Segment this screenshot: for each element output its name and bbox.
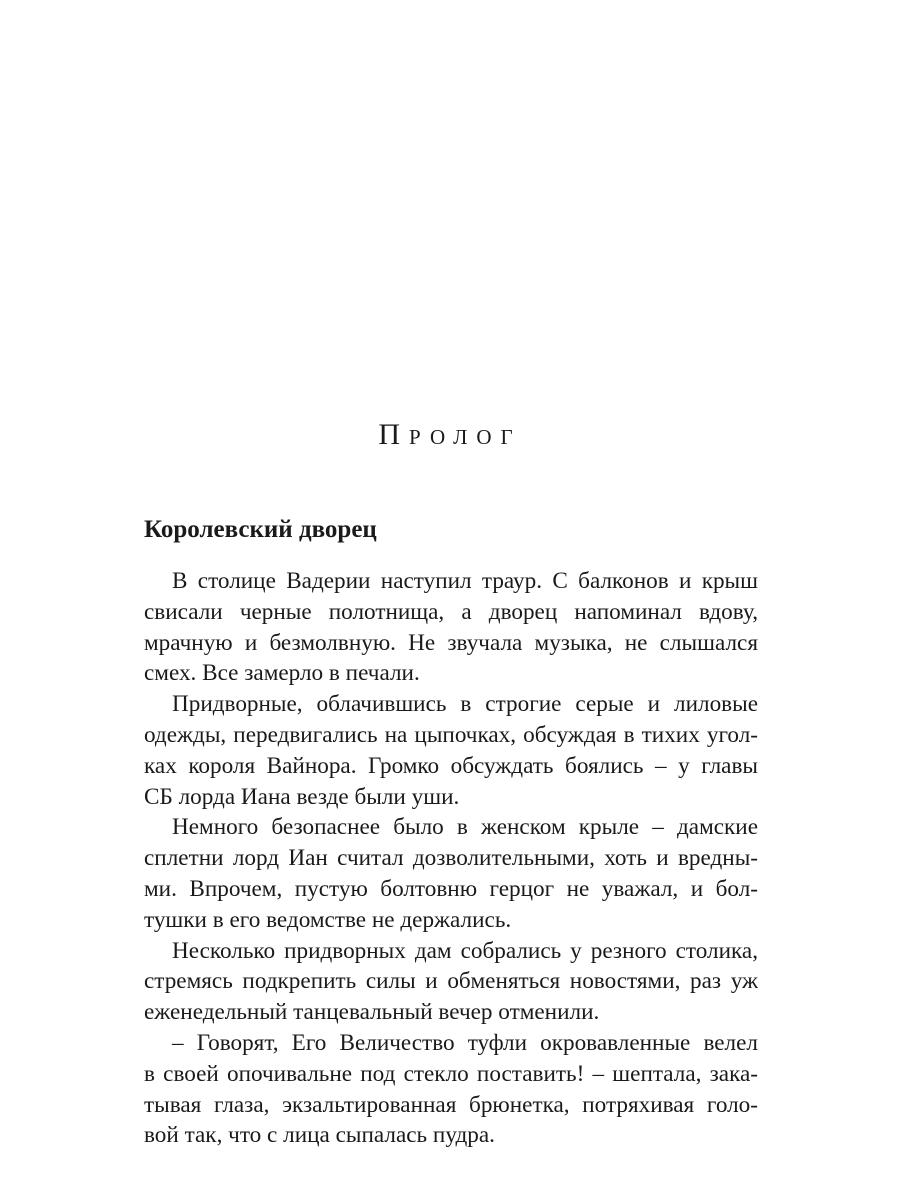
text-line: еженедельный танцевальный вечер отменили. xyxy=(144,999,600,1026)
text-line: в своей опочивальне под стекло поставить! – шептала, зака- xyxy=(144,1060,758,1087)
text-line: свисали черные полотнища, а дворец напоминал вдову, xyxy=(144,598,758,625)
text-line: тушки в его ведомстве не держались. xyxy=(144,906,512,933)
text-line: сплетни лорд Иан считал дозволительными, хоть и вредны- xyxy=(144,845,758,872)
text-line: ми. Впрочем, пустую болтовню герцог не уважал, и бол- xyxy=(144,875,758,902)
section-heading: Королевский дворец xyxy=(144,516,377,543)
text-line: В столице Вадерии наступил траур. С балконов и крыш xyxy=(172,568,758,594)
text-line: – Говорят, Его Величество туфли окровавленные велел xyxy=(172,1029,758,1056)
text-line: СБ лорда Иана везде были уши. xyxy=(144,783,460,810)
text-line: Несколько придворных дам собрались у резного столика, xyxy=(172,937,758,964)
text-line: мрачную и безмолвную. Не звучала музыка, не слышался xyxy=(144,629,758,656)
paragraph-5 xyxy=(144,1028,758,1151)
text-line: тывая глаза, экзальтированная брюнетка, потряхивая голо- xyxy=(144,1091,758,1118)
text-line: одежды, передвигались на цыпочках, обсуждая в тихих угол- xyxy=(144,721,758,748)
paragraph-1 xyxy=(144,566,758,689)
text-line: стремясь подкрепить силы и обменяться новостями, раз уж xyxy=(144,968,758,995)
paragraph-3 xyxy=(144,812,758,935)
text-line: ках короля Вайнора. Громко обсуждать боялись – у главы xyxy=(144,752,758,779)
text-line: смех. Все замерло в печали. xyxy=(144,660,420,687)
paragraph-2 xyxy=(144,689,758,812)
body-text xyxy=(144,566,758,1151)
chapter-title: Пролог xyxy=(378,418,522,451)
text-line: Немного безопаснее было в женском крыле – дамские xyxy=(172,814,758,841)
text-line: Придворные, облачившись в строгие серые и лиловые xyxy=(172,691,758,718)
paragraph-4 xyxy=(144,936,758,1028)
text-line: вой так, что с лица сыпалась пудра. xyxy=(144,1122,495,1149)
